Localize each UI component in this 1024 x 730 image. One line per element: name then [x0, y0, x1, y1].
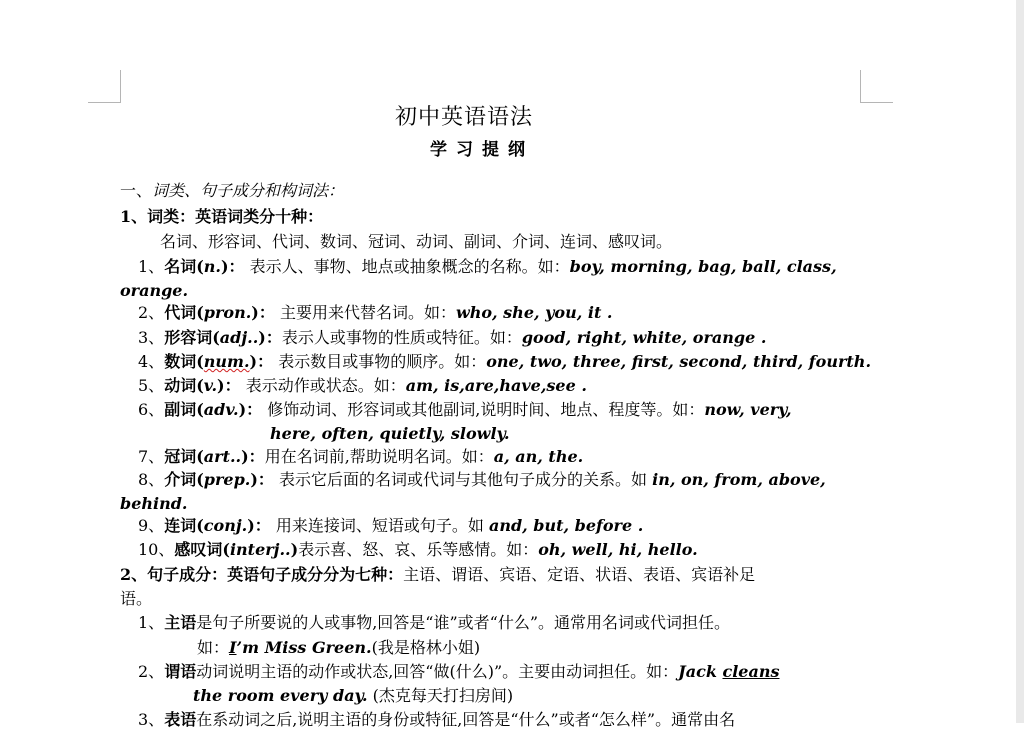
list-item-verb: 5、动词(v.)： 表示动作或状态。如：am, is,are,have,see . — [138, 376, 587, 395]
subsection-sentence-parts-cont: 语。 — [120, 589, 153, 608]
list-item-noun-cont: orange. — [120, 281, 189, 300]
list-item-adjective: 3、形容词(adj..)：表示人或事物的性质或特征。如：good, right, white, orange . — [138, 328, 767, 347]
item-abbr: n. — [203, 257, 221, 276]
paragraph-predicate-cont: the room every day. (杰克每天打扫房间) — [193, 686, 514, 705]
document-subtitle: 学习提纲 — [430, 140, 534, 160]
list-item-interjection: 10、感叹词(interj..)表示喜、怒、哀、乐等感情。如：oh, well, hi, hello. — [138, 540, 698, 559]
scrollbar-track[interactable] — [1016, 0, 1024, 723]
word-class-list: 名词、形容词、代词、数词、冠词、动词、副词、介词、连词、感叹词。 — [160, 232, 673, 251]
list-item-preposition-cont: behind. — [120, 494, 188, 513]
list-item-pronoun: 2、代词(pron.)： 主要用来代替名词。如：who, she, you, it . — [138, 303, 613, 322]
list-item-adverb-cont: here, often, quietly, slowly. — [270, 424, 510, 443]
section-heading — [120, 181, 344, 201]
list-item-conjunction: 9、连词(conj.)： 用来连接词、短语或句子。如 and, but, before . — [138, 516, 644, 535]
list-item-noun: 1、名词(n.)： 表示人、事物、地点或抽象概念的名称。如：boy, morning, bag, ball, class, — [138, 257, 837, 276]
paragraph-predicate: 2、谓语动词说明主语的动作或状态,回答“做(什么)”。主要由动词担任。如：Jack cleans — [138, 662, 780, 681]
spellcheck-underline: num. — [203, 352, 250, 371]
item-desc: 表示人、事物、地点或抽象概念的名称。如： — [244, 257, 570, 276]
subsection-heading-sentence-parts: 2、句子成分：英语句子成分分为七种：主语、谓语、宾语、定语、状语、表语、宾语补足 — [120, 565, 756, 584]
paragraph-predicative: 3、表语在系动词之后,说明主语的身份或特征,回答是“什么”或者“怎么样”。通常由名 — [138, 710, 736, 729]
item-examples: boy, morning, bag, ball, class, — [569, 257, 837, 276]
paragraph-subject: 1、主语是句子所要说的人或事物,回答是“谁”或者“什么”。通常用名词或代词担任。 — [138, 613, 731, 632]
paragraph-subject-example: 如：I’m Miss Green.(我是格林小姐) — [197, 638, 481, 657]
section-title: 词类、句子成分和构词法： — [152, 181, 345, 200]
document-title: 初中英语语法 — [395, 105, 534, 130]
item-term: 名词 — [164, 257, 197, 276]
list-item-preposition: 8、介词(prep.)： 表示它后面的名词或代词与其他句子成分的关系。如 in, on, from, above, — [138, 470, 826, 489]
section-number: 一、 — [120, 181, 153, 200]
list-item-numeral: 4、数词(num.)： 表示数目或事物的顺序。如：one, two, three, first, second, third, fourth. — [138, 352, 872, 371]
subsection-heading-word-classes: 1、词类：英语词类分十种： — [120, 207, 324, 226]
list-item-adverb: 6、副词(adv.)： 修饰动词、形容词或其他副词,说明时间、地点、程度等。如：now, very, — [138, 400, 792, 419]
list-item-article: 7、冠词(art..)：用在名词前,帮助说明名词。如：a, an, the. — [138, 447, 584, 466]
item-number: 1、 — [138, 257, 165, 276]
